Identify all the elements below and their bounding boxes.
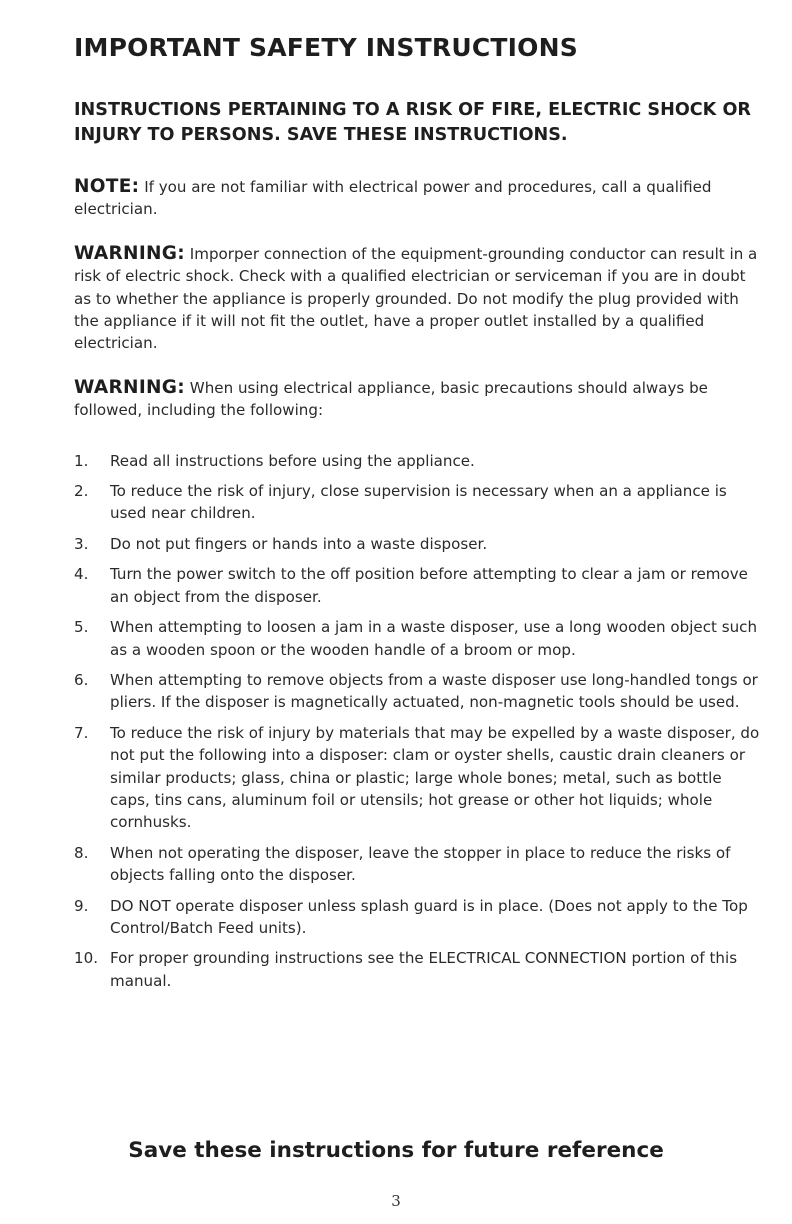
list-item <box>74 616 762 661</box>
document-page <box>74 30 762 1000</box>
list-item <box>74 722 762 834</box>
list-item-text: Read all instructions before using the appliance. <box>110 451 475 470</box>
list-item-number: 6. <box>74 670 89 689</box>
section-heading: INSTRUCTIONS PERTAINING TO A RISK OF FIRE, ELECTRIC SHOCK OR INJURY TO PERSONS. SAVE THESE INSTRUCTIONS. <box>74 100 751 145</box>
warning-text: Imporper connection of the equipment-grounding conductor can result in a risk of electric shock. Check with a qualified electrician or serviceman if you are in doubt as to whether the appliance is properly grounded. Do not modify the plug provided with the appliance if it will not fit the outlet, have a proper outlet installed by a qualified electrician. <box>74 244 758 353</box>
list-item-text: When attempting to loosen a jam in a waste disposer, use a long wooden object such as a wooden spoon or the wooden handle of a broom or mop. <box>110 618 758 659</box>
list-item-number: 10. <box>74 949 99 968</box>
list-item-number: 8. <box>74 843 89 862</box>
note-paragraph <box>74 176 762 221</box>
warning-label: WARNING: <box>74 242 185 264</box>
safety-instructions-list <box>74 450 762 993</box>
list-item-number: 2. <box>74 482 89 501</box>
list-item <box>74 947 762 992</box>
list-item-text: To reduce the risk of injury, close supervision is necessary when an a appliance is used near children. <box>110 482 727 523</box>
list-item <box>74 669 762 714</box>
list-item-number: 7. <box>74 723 89 742</box>
list-item-text: Turn the power switch to the off position before attempting to clear a jam or remove an object from the disposer. <box>110 565 748 606</box>
list-item-number: 1. <box>74 451 89 470</box>
page-title: IMPORTANT SAFETY INSTRUCTIONS <box>74 33 578 62</box>
warning-text: When using electrical appliance, basic precautions should always be followed, including the following: <box>74 378 708 420</box>
list-item-number: 5. <box>74 618 89 637</box>
list-item-number: 9. <box>74 896 89 915</box>
list-item-text: Do not put fingers or hands into a waste disposer. <box>110 534 488 553</box>
note-label: NOTE: <box>74 176 140 197</box>
warning-label: WARNING: <box>74 376 185 398</box>
list-item-text: DO NOT operate disposer unless splash guard is in place. (Does not apply to the Top Control/Batch Feed units). <box>110 896 748 937</box>
list-item <box>74 842 762 887</box>
list-item-number: 4. <box>74 565 89 584</box>
footer-reminder: Save these instructions for future reference <box>128 1138 664 1163</box>
list-item <box>74 450 762 472</box>
list-item-text: To reduce the risk of injury by materials that may be expelled by a waste disposer, do not put the following into a disposer: clam or oyster shells, caustic drain cleaners or similar products; glass, china or plastic; large whole bones; metal, such as bottle caps, tins cans, aluminum foil or utensils; hot grease or other hot liquids; whole cornhusks. <box>110 723 760 832</box>
list-item <box>74 563 762 608</box>
warning-paragraph-precautions <box>74 377 762 422</box>
list-item-text: When attempting to remove objects from a waste disposer use long-handled tongs or pliers. If the disposer is magnetically actuated, non-magnetic tools should be used. <box>110 670 758 712</box>
page-number: 3 <box>391 1192 401 1210</box>
list-item-text: For proper grounding instructions see the ELECTRICAL CONNECTION portion of this manual. <box>110 949 738 990</box>
note-text: If you are not familiar with electrical power and procedures, call a qualified electrician. <box>74 178 712 219</box>
list-item <box>74 895 762 940</box>
list-item <box>74 533 762 555</box>
list-item <box>74 480 762 525</box>
warning-paragraph-grounding <box>74 243 762 355</box>
list-item-number: 3. <box>74 534 89 553</box>
list-item-text: When not operating the disposer, leave the stopper in place to reduce the risks of objects falling onto the disposer. <box>110 843 731 885</box>
